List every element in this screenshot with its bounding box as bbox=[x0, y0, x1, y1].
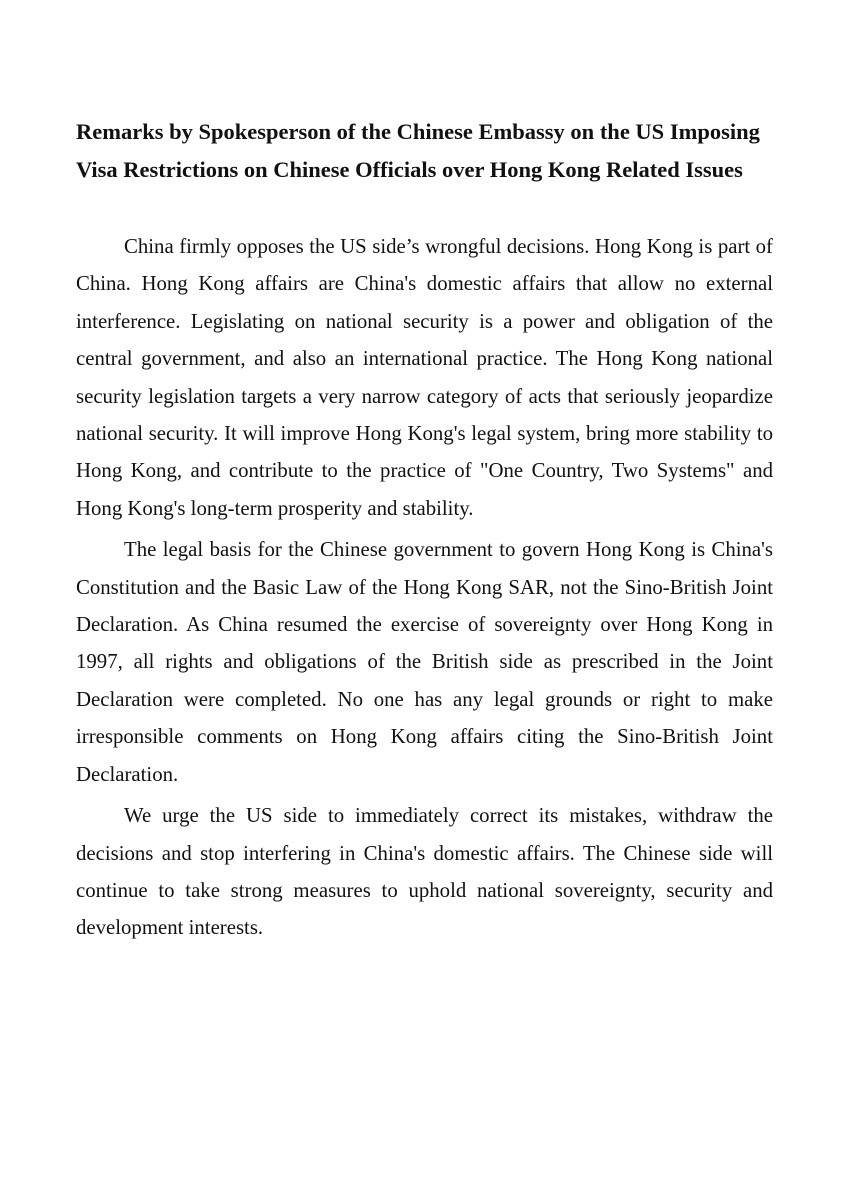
title-line-1: Remarks by Spokesperson of the Chinese Embassy on the US Imposing bbox=[76, 119, 760, 144]
paragraph-1: China firmly opposes the US side’s wrongful decisions. Hong Kong is part of China. Hong Kong affairs are China's domestic affairs that allow no external interference. Legislating on national security is a power and obligation of the central government, and also an international practice. The Hong Kong national security legislation targets a very narrow category of acts that seriously jeopardize national security. It will improve Hong Kong's legal system, bring more stability to Hong Kong, and contribute to the practice of "One Country, Two Systems" and Hong Kong's long-term prosperity and stability. bbox=[76, 235, 773, 520]
document-title bbox=[76, 113, 786, 189]
paragraph-2: The legal basis for the Chinese government to govern Hong Kong is China's Constitution and the Basic Law of the Hong Kong SAR, not the Sino-British Joint Declaration. As China resumed the exercise of sovereignty over Hong Kong in 1997, all rights and obligations of the British side as prescribed in the Joint Declaration were completed. No one has any legal grounds or right to make irresponsible comments on Hong Kong affairs citing the Sino-British Joint Declaration. bbox=[76, 538, 773, 786]
paragraph-3: We urge the US side to immediately correct its mistakes, withdraw the decisions and stop interfering in China's domestic affairs. The Chinese side will continue to take strong measures to uphold national sovereignty, security and development interests. bbox=[76, 804, 773, 940]
document-body bbox=[76, 228, 773, 947]
title-line-2: Visa Restrictions on Chinese Officials over Hong Kong Related Issues bbox=[76, 157, 743, 182]
